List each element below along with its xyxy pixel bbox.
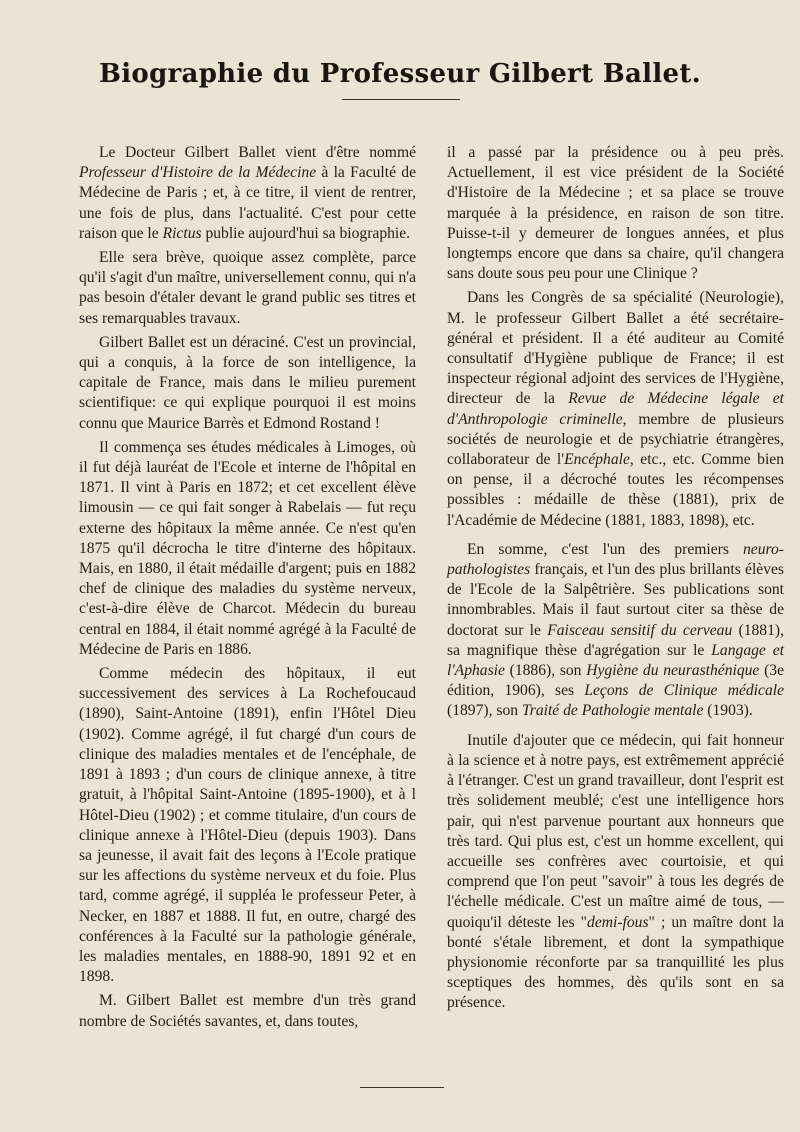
paragraph-8: Dans les Congrès de sa spécialité (Neurologie), M. le professeur Gilbert Ballet a été secrétaire-général et président. Il a été auditeur au Comité consultatif d'Hygiène publique de France; il est inspecteur régional adjoint des services de l'Hygiène, directeur de la Revue de Médecine légale et d'Anthropologie criminelle, membre de plusieurs sociétés de neurologie et de psychiatrie étrangères, collaborateur de l'Encéphale, etc., etc. Comme bien on pense, il a décroché toutes les récompenses possibles : médaille de thèse (1881), prix de l'Académie de Médecine (1881, 1883, 1898), etc. [447,289,785,529]
paragraph-9: En somme, c'est l'un des premiers neuro-pathologistes français, et l'un des plus brillants élèves de l'Ecole de la Salpêtrière. Ses publications sont innombrables. Mais il faut surtout citer sa thèse de doctorat sur le Faisceau sensitif du cerveau (1881), sa magnifique thèse d'agrégation sur le Langage et l'Aphasie (1886), son Hygiène du neurasthénique (3e édition, 1906), ses Leçons de Clinique médicale (1897), son Traité de Pathologie mentale (1903). [447,540,784,720]
left-column [79,143,416,1032]
paragraph-1: Le Docteur Gilbert Ballet vient d'être nommé Professeur d'Histoire de la Médecine à la Faculté de Médecine de Paris ; et, à ce titre, il vient de rentrer, une fois de plus, dans l'actualité. C'est pour cette raison que le Rictus publie aujourd'hui sa biographie. [79,144,416,242]
page-title: Biographie du Professeur Gilbert Ballet. [98,59,701,90]
paragraph-3: Gilbert Ballet est un déraciné. C'est un provincial, qui a conquis, à la force de son intelligence, la capitale de France, mais dans le milieu purement scientifique: ce qui explique pourquoi il est moins connu que Maurice Barrès et Edmond Rostand ! [79,333,416,432]
paragraph-4: Il commença ses études médicales à Limoges, où il fut déjà lauréat de l'Ecole et interne de l'hôpital en 1871. Il vint à Paris en 1872; et cet excellent élève limousin — ce qui fait songer à Rabelais — fut reçu externe des hôpitaux la même année. Ce n'est qu'en 1875 qu'il décrocha le titre d'interne des hôpitaux. Mais, en 1880, il était médaille d'argent; puis en 1882 chef de clinique des maladies du système nerveux, c'est-à-dire élève de Charcot. Médecin du bureau central en 1884, il était nommé agrégé à la Faculté de Médecine de Paris en 1886. [79,438,416,658]
paragraph-7: il a passé par la présidence ou à peu près. Actuellement, il est vice président de la Société d'Histoire de la Médecine ; et sa place se trouve marquée à la présidence, en raison de son titre. Puisse-t-il y demeurer de longues années, et plus longtemps encore que dans sa chaire, qu'il changera sans doute sous peu pour une Clinique ? [447,144,784,283]
paragraph-2: Elle sera brève, quoique assez complète, parce qu'il s'agit d'un maître, universellement connu, qui n'a pas besoin d'étaler devant le grand public ses titres et ses remarquables travaux. [79,249,416,327]
title-divider [342,99,460,100]
right-column [447,143,784,1014]
paragraph-5: Comme médecin des hôpitaux, il eut successivement des services à La Rochefoucaud (1890), Saint-Antoine (1891), enfin l'Hôtel Dieu (1902). Comme agrégé, il fut chargé d'un cours de clinique des maladies mentales et de l'encéphale, de 1891 à 1893 ; d'un cours de clinique annexe, à titre gratuit, à l'hôpital Saint-Antoine (1895-1900), et à l Hôtel-Dieu (1902) ; et comme titulaire, d'un cours de clinique annexe à l'Hôtel-Dieu (depuis 1903). Dans sa jeunesse, il avait fait des leçons à l'Ecole pratique sur les affections du système nerveux et du foie. Plus tard, comme agrégé, il suppléa le professeur Peter, à Necker, en 1887 et 1888. Il fut, en outre, chargé des conférences à la Faculté sur la pathologie générale, les maladies mentales, en 1888-90, 1891 92 et en 1898. [79,665,416,986]
paragraph-6: M. Gilbert Ballet est membre d'un très grand nombre de Sociétés savantes, et, dans toutes, [79,992,416,1030]
footer-divider [360,1087,444,1088]
paragraph-10: Inutile d'ajouter que ce médecin, qui fait honneur à la science et à notre pays, est extrêmement apprécié à l'étranger. C'est un grand travailleur, dont l'esprit est très solidement meublé; c'est une intelligence hors pair, qui n'est parvenue pourtant aux honneurs que très tard. Qui plus est, c'est un homme excellent, qui accueille ses confrères avec courtoisie, et qui comprend que l'on peut "savoir" à tous les degrés de l'échelle médicale. C'est un maître aimé de tous, — quoiqu'il déteste les "demi-fous" ; un maître dont la bonté s'étale librement, et dont la sympathique physionomie réconforte par sa tranquillité les plus sceptiques des hommes, dès qu'ils sont en sa présence. [447,731,785,1012]
